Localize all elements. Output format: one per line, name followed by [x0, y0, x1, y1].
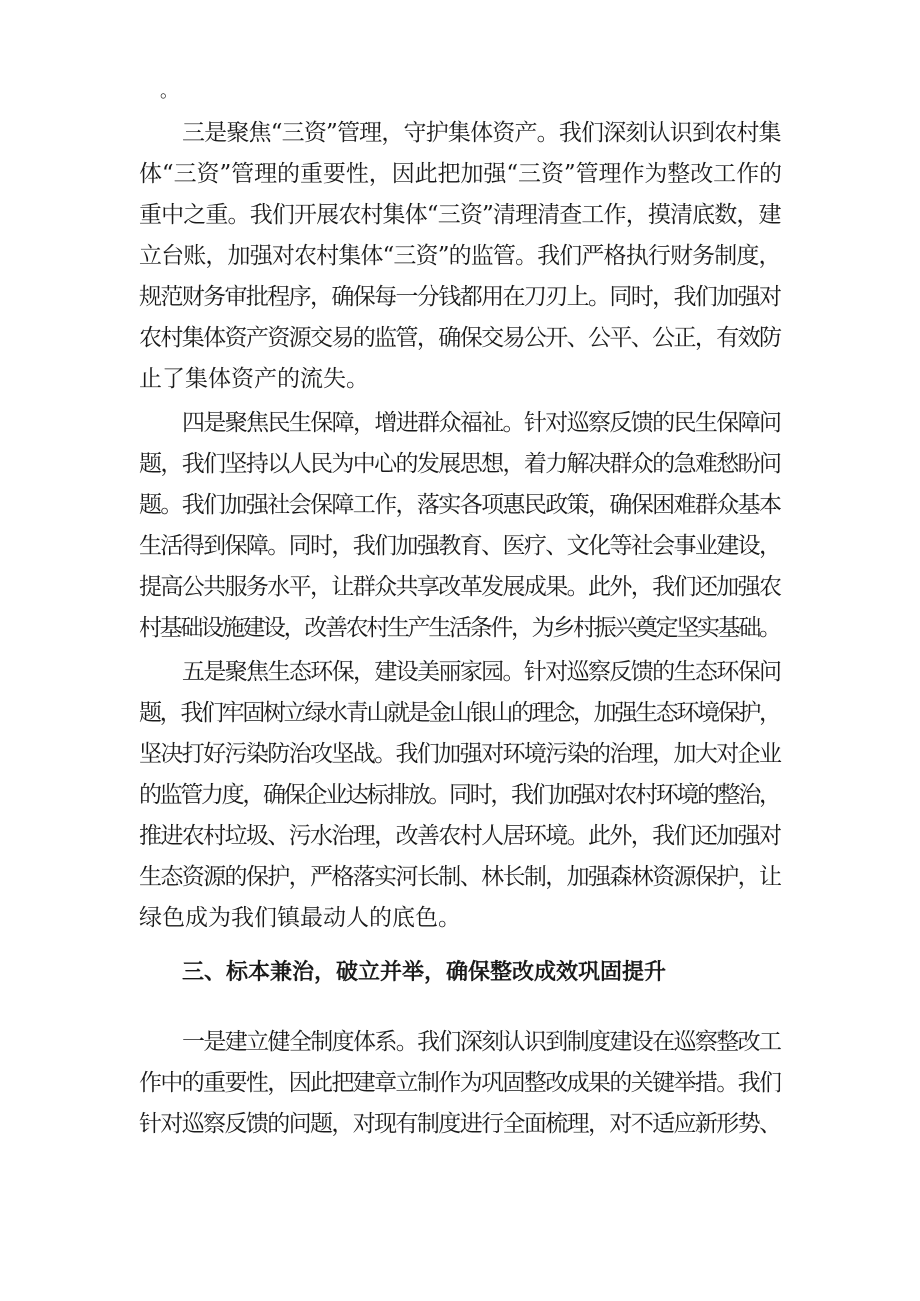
paragraph-line: 题，我们牢固树立绿水青山就是金山银山的理念，加强生态环境保护，	[139, 700, 780, 726]
paragraph-line: 坚决打好污染防治攻坚战。我们加强对环境污染的治理，加大对企业	[139, 741, 781, 767]
paragraph-line: 绿色成为我们镇最动人的底色。	[139, 905, 461, 931]
paragraph-line: 题。我们加强社会保障工作，落实各项惠民政策，确保困难群众基本	[139, 492, 781, 518]
fragment-mark: 。	[160, 81, 178, 102]
paragraph-line: 五是聚焦生态环保，建设美丽家园。针对巡察反馈的生态环保问	[182, 659, 781, 685]
paragraph-line: 一是建立健全制度体系。我们深刻认识到制度建设在巡察整改工	[182, 1029, 781, 1055]
section-heading: 三、标本兼治，破立并举，确保整改成效巩固提升	[182, 960, 667, 985]
paragraph-line: 立台账，加强对农村集体“三资”的监管。我们严格执行财务制度，	[139, 243, 781, 269]
paragraph-line: 的监管力度，确保企业达标排放。同时，我们加强对农村环境的整治，	[139, 782, 780, 808]
paragraph-line: 生态资源的保护，严格落实河长制、林长制，加强森林资源保护，让	[139, 864, 781, 890]
paragraph-line: 推进农村垃圾、污水治理，改善农村人居环境。此外，我们还加强对	[139, 823, 781, 849]
paragraph-line: 生活得到保障。同时，我们加强教育、医疗、文化等社会事业建设，	[139, 533, 781, 559]
paragraph-line: 农村集体资产资源交易的监管，确保交易公开、公平、公正，有效防	[139, 325, 781, 351]
paragraph-line: 止了集体资产的流失。	[139, 366, 369, 392]
paragraph-line: 体“三资”管理的重要性，因此把加强“三资”管理作为整改工作的	[139, 161, 782, 187]
paragraph-line: 规范财务审批程序，确保每一分钱都用在刀刃上。同时，我们加强对	[139, 284, 781, 310]
paragraph-line: 题，我们坚持以人民为中心的发展思想，着力解决群众的急难愁盼问	[139, 451, 781, 477]
paragraph-line: 四是聚焦民生保障，增进群众福祉。针对巡察反馈的民生保障问	[182, 410, 781, 436]
paragraph-line: 作中的重要性，因此把建章立制作为巩固整改成果的关键举措。我们	[139, 1070, 781, 1096]
paragraph-line: 村基础设施建设，改善农村生产生活条件，为乡村振兴奠定坚实基础。	[139, 615, 780, 641]
paragraph-line: 重中之重。我们开展农村集体“三资”清理清查工作，摸清底数，建	[139, 202, 781, 228]
paragraph-line: 针对巡察反馈的问题，对现有制度进行全面梳理，对不适应新形势、	[139, 1111, 781, 1137]
paragraph-line: 三是聚焦“三资”管理，守护集体资产。我们深刻认识到农村集	[182, 120, 781, 146]
paragraph-line: 提高公共服务水平，让群众共享改革发展成果。此外，我们还加强农	[139, 574, 781, 600]
